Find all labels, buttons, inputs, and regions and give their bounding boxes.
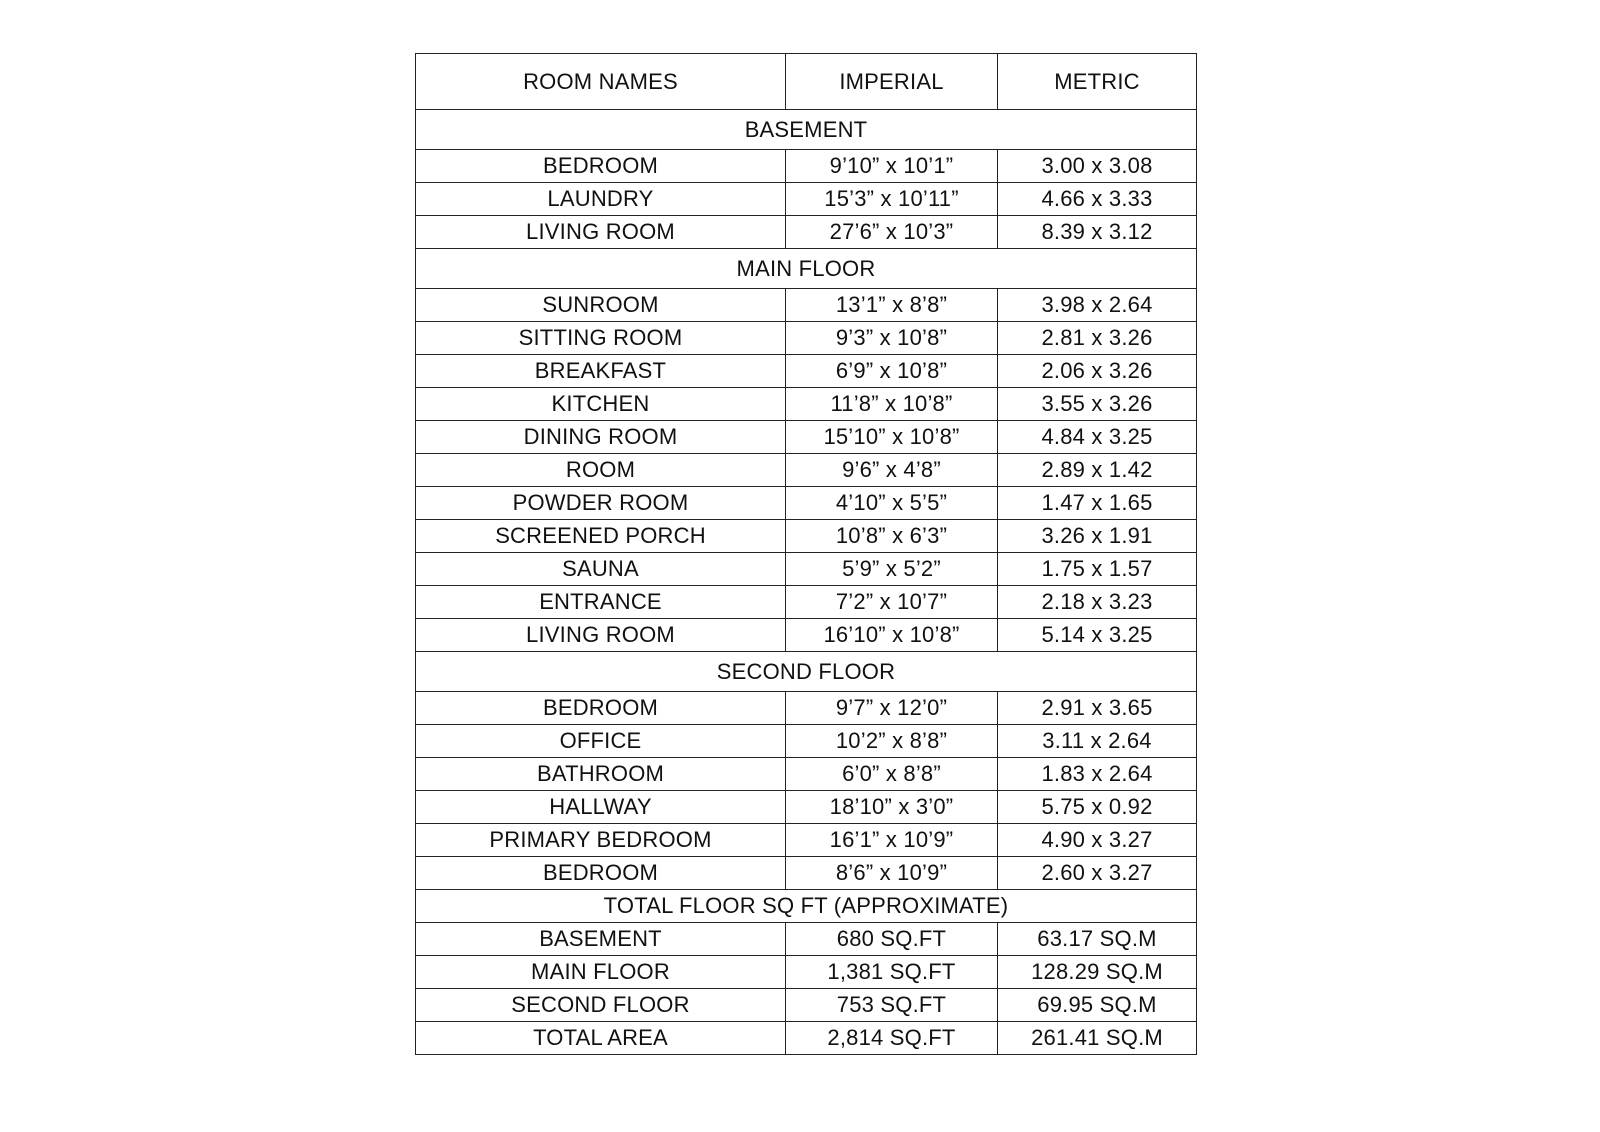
table-row [416,725,1197,758]
column-header-imperial: IMPERIAL [786,54,998,110]
imperial-dimension-cell: 6’9” x 10’8” [786,355,998,388]
table-row [416,520,1197,553]
table-row [416,923,1197,956]
room-name-cell: SCREENED PORCH [416,520,786,553]
metric-dimension-cell: 3.11 x 2.64 [998,725,1197,758]
section-header-row [416,110,1197,150]
imperial-dimension-cell: 27’6” x 10’3” [786,216,998,249]
column-header-metric: METRIC [998,54,1197,110]
metric-dimension-cell: 2.81 x 3.26 [998,322,1197,355]
metric-dimension-cell: 5.75 x 0.92 [998,791,1197,824]
imperial-dimension-cell: 16’1” x 10’9” [786,824,998,857]
room-name-cell: ENTRANCE [416,586,786,619]
section-header-row [416,652,1197,692]
table-row [416,857,1197,890]
room-name-cell: TOTAL AREA [416,1022,786,1055]
imperial-dimension-cell: 9’7” x 12’0” [786,692,998,725]
table-row [416,322,1197,355]
room-dimensions-table [415,53,1197,1055]
imperial-dimension-cell: 680 SQ.FT [786,923,998,956]
section-title: TOTAL FLOOR SQ FT (APPROXIMATE) [416,890,1197,923]
table-row [416,553,1197,586]
table-row [416,586,1197,619]
table-row [416,791,1197,824]
room-name-cell: BREAKFAST [416,355,786,388]
table-row [416,421,1197,454]
room-name-cell: POWDER ROOM [416,487,786,520]
metric-dimension-cell: 63.17 SQ.M [998,923,1197,956]
metric-dimension-cell: 8.39 x 3.12 [998,216,1197,249]
imperial-dimension-cell: 10’8” x 6’3” [786,520,998,553]
section-title: SECOND FLOOR [416,652,1197,692]
imperial-dimension-cell: 9’10” x 10’1” [786,150,998,183]
table-row [416,824,1197,857]
metric-dimension-cell: 261.41 SQ.M [998,1022,1197,1055]
imperial-dimension-cell: 9’6” x 4’8” [786,454,998,487]
imperial-dimension-cell: 11’8” x 10’8” [786,388,998,421]
room-name-cell: MAIN FLOOR [416,956,786,989]
room-name-cell: LIVING ROOM [416,619,786,652]
room-name-cell: PRIMARY BEDROOM [416,824,786,857]
imperial-dimension-cell: 10’2” x 8’8” [786,725,998,758]
room-name-cell: HALLWAY [416,791,786,824]
metric-dimension-cell: 4.90 x 3.27 [998,824,1197,857]
imperial-dimension-cell: 7’2” x 10’7” [786,586,998,619]
column-header-room-names: ROOM NAMES [416,54,786,110]
imperial-dimension-cell: 1,381 SQ.FT [786,956,998,989]
table-row [416,289,1197,322]
table-row [416,355,1197,388]
room-name-cell: DINING ROOM [416,421,786,454]
metric-dimension-cell: 2.18 x 3.23 [998,586,1197,619]
metric-dimension-cell: 1.47 x 1.65 [998,487,1197,520]
metric-dimension-cell: 2.89 x 1.42 [998,454,1197,487]
imperial-dimension-cell: 18’10” x 3’0” [786,791,998,824]
table-row [416,487,1197,520]
room-name-cell: BEDROOM [416,692,786,725]
metric-dimension-cell: 128.29 SQ.M [998,956,1197,989]
imperial-dimension-cell: 5’9” x 5’2” [786,553,998,586]
imperial-dimension-cell: 15’3” x 10’11” [786,183,998,216]
room-name-cell: BATHROOM [416,758,786,791]
imperial-dimension-cell: 6’0” x 8’8” [786,758,998,791]
imperial-dimension-cell: 13’1” x 8’8” [786,289,998,322]
table-header-row [416,54,1197,110]
imperial-dimension-cell: 753 SQ.FT [786,989,998,1022]
metric-dimension-cell: 69.95 SQ.M [998,989,1197,1022]
metric-dimension-cell: 3.98 x 2.64 [998,289,1197,322]
metric-dimension-cell: 1.75 x 1.57 [998,553,1197,586]
metric-dimension-cell: 2.91 x 3.65 [998,692,1197,725]
table-row [416,758,1197,791]
metric-dimension-cell: 3.26 x 1.91 [998,520,1197,553]
table-body [416,110,1197,1055]
table-row [416,216,1197,249]
room-name-cell: BASEMENT [416,923,786,956]
room-name-cell: LIVING ROOM [416,216,786,249]
section-title: MAIN FLOOR [416,249,1197,289]
metric-dimension-cell: 2.60 x 3.27 [998,857,1197,890]
table-row [416,619,1197,652]
imperial-dimension-cell: 15’10” x 10’8” [786,421,998,454]
table-row [416,692,1197,725]
section-title: BASEMENT [416,110,1197,150]
metric-dimension-cell: 3.55 x 3.26 [998,388,1197,421]
table-row [416,956,1197,989]
room-name-cell: KITCHEN [416,388,786,421]
room-name-cell: ROOM [416,454,786,487]
imperial-dimension-cell: 4’10” x 5’5” [786,487,998,520]
room-name-cell: LAUNDRY [416,183,786,216]
totals-header-row [416,890,1197,923]
table-row [416,150,1197,183]
table-row [416,1022,1197,1055]
table-row [416,388,1197,421]
metric-dimension-cell: 2.06 x 3.26 [998,355,1197,388]
room-name-cell: BEDROOM [416,150,786,183]
room-name-cell: SUNROOM [416,289,786,322]
imperial-dimension-cell: 16’10” x 10’8” [786,619,998,652]
table-row [416,183,1197,216]
metric-dimension-cell: 4.84 x 3.25 [998,421,1197,454]
imperial-dimension-cell: 2,814 SQ.FT [786,1022,998,1055]
metric-dimension-cell: 5.14 x 3.25 [998,619,1197,652]
metric-dimension-cell: 4.66 x 3.33 [998,183,1197,216]
room-name-cell: BEDROOM [416,857,786,890]
table-row [416,454,1197,487]
room-name-cell: SECOND FLOOR [416,989,786,1022]
room-name-cell: OFFICE [416,725,786,758]
section-header-row [416,249,1197,289]
metric-dimension-cell: 1.83 x 2.64 [998,758,1197,791]
room-name-cell: SAUNA [416,553,786,586]
imperial-dimension-cell: 8’6” x 10’9” [786,857,998,890]
metric-dimension-cell: 3.00 x 3.08 [998,150,1197,183]
table-row [416,989,1197,1022]
imperial-dimension-cell: 9’3” x 10’8” [786,322,998,355]
room-name-cell: SITTING ROOM [416,322,786,355]
